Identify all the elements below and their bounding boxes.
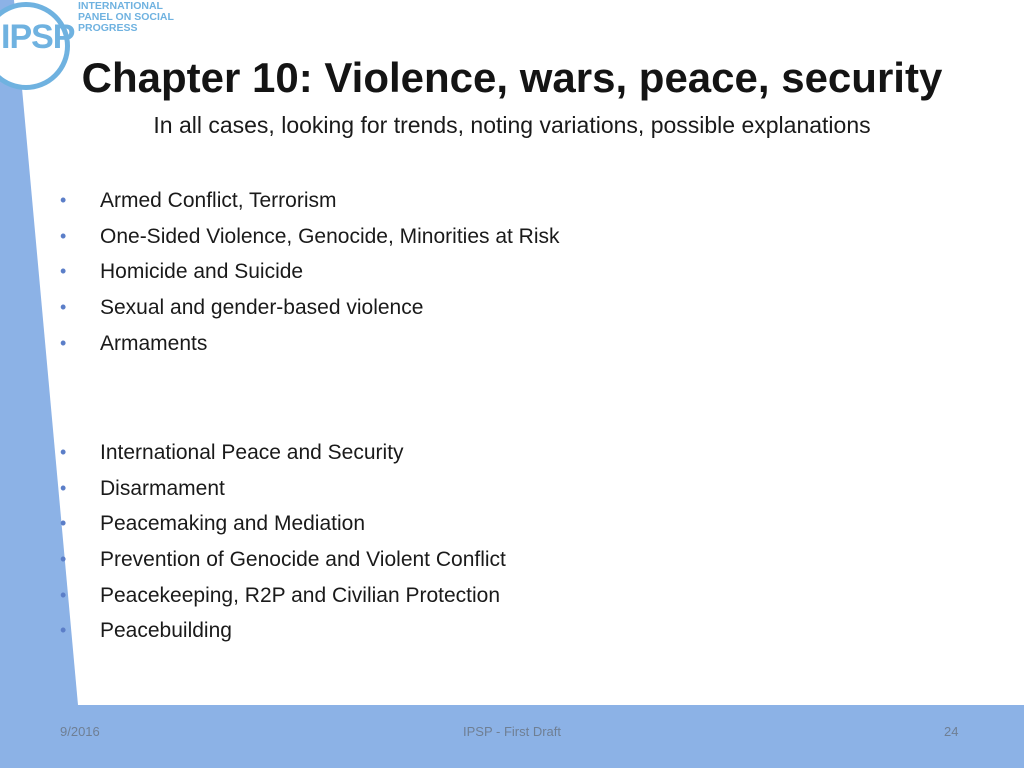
- bullet-icon: •: [60, 225, 67, 246]
- bullet-text: International Peace and Security: [100, 441, 404, 464]
- bullet-icon: •: [60, 620, 67, 641]
- bullet-item: [60, 290, 560, 326]
- bullet-text: Homicide and Suicide: [100, 260, 304, 284]
- logo-abbreviation: IPSP: [1, 18, 75, 56]
- bullet-icon: •: [60, 549, 67, 570]
- bullet-text: One-Sided Violence, Genocide, Minorities at Risk: [100, 224, 560, 248]
- bullet-text: Peacekeeping, R2P and Civilian Protection: [100, 583, 501, 607]
- bullet-icon: •: [60, 442, 67, 462]
- bullet-text: Armaments: [100, 331, 208, 355]
- bullet-item: [60, 326, 560, 362]
- bullet-icon: •: [60, 477, 67, 498]
- bullet-text: Disarmament: [100, 476, 225, 500]
- bullet-item: [60, 542, 506, 578]
- bullet-item: [60, 435, 506, 471]
- bullet-list-violence: [60, 183, 560, 361]
- bullet-text: Sexual and gender-based violence: [100, 296, 424, 320]
- bullet-icon: •: [60, 513, 67, 534]
- bullet-icon: •: [60, 584, 67, 605]
- bullet-icon: •: [60, 297, 67, 318]
- bullet-icon: •: [60, 332, 67, 353]
- slide-number: 24: [944, 724, 959, 739]
- bullet-item: [60, 506, 506, 542]
- bullet-item: [60, 613, 506, 649]
- bullet-icon: •: [60, 261, 67, 282]
- bullet-item: [60, 578, 506, 614]
- bullet-item: [60, 254, 560, 290]
- bullet-item: [60, 471, 506, 507]
- slide-title: Chapter 10: Violence, wars, peace, security: [81, 54, 943, 101]
- footer-label: IPSP - First Draft: [463, 724, 561, 739]
- bullet-text: Armed Conflict, Terrorism: [100, 189, 337, 212]
- footer-date: 9/2016: [60, 724, 100, 739]
- bullet-text: Peacebuilding: [100, 619, 232, 643]
- slide-subtitle: In all cases, looking for trends, noting variations, possible explanations: [153, 112, 871, 138]
- bullet-item: [60, 183, 560, 219]
- logo-organization-name: INTERNATIONAL PANEL ON SOCIAL PROGRESS: [78, 0, 174, 34]
- bullet-item: [60, 219, 560, 255]
- bullet-icon: •: [60, 190, 67, 210]
- bullet-text: Peacemaking and Mediation: [100, 512, 366, 536]
- bullet-text: Prevention of Genocide and Violent Conflict: [100, 548, 506, 572]
- bullet-list-peace: [60, 435, 506, 649]
